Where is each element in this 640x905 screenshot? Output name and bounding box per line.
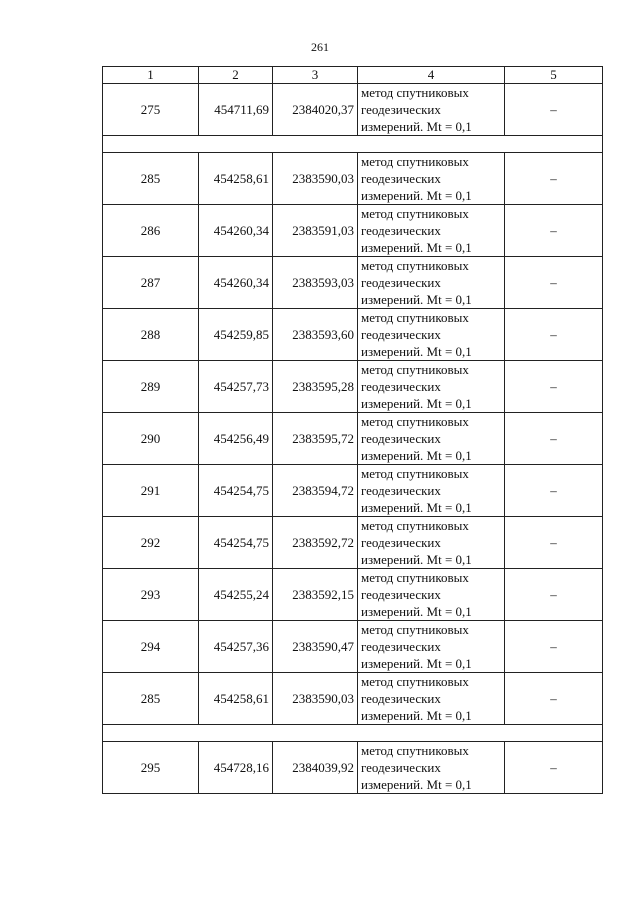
- method-cell: метод спутниковых геодезических измерений. Mt = 0,1: [358, 742, 505, 794]
- separator-cell: [103, 725, 603, 742]
- method-cell: метод спутниковых геодезических измерений. Mt = 0,1: [358, 517, 505, 569]
- note-cell: –: [505, 569, 603, 621]
- point-number-cell: 295: [103, 742, 199, 794]
- column-header: 1: [103, 67, 199, 84]
- note-cell: –: [505, 361, 603, 413]
- y-coordinate-cell: 2383595,28: [273, 361, 358, 413]
- method-cell: метод спутниковых геодезических измерений. Mt = 0,1: [358, 413, 505, 465]
- note-cell: –: [505, 84, 603, 136]
- note-cell: –: [505, 673, 603, 725]
- section-separator-row: [103, 136, 603, 153]
- y-coordinate-cell: 2384039,92: [273, 742, 358, 794]
- point-number-cell: 275: [103, 84, 199, 136]
- y-coordinate-cell: 2383592,15: [273, 569, 358, 621]
- point-number-cell: 287: [103, 257, 199, 309]
- method-cell: метод спутниковых геодезических измерений. Mt = 0,1: [358, 361, 505, 413]
- table-row: [103, 742, 603, 794]
- point-number-cell: 288: [103, 309, 199, 361]
- x-coordinate-cell: 454257,73: [199, 361, 273, 413]
- method-cell: метод спутниковых геодезических измерений. Mt = 0,1: [358, 257, 505, 309]
- x-coordinate-cell: 454258,61: [199, 153, 273, 205]
- table-row: [103, 465, 603, 517]
- table-row: [103, 413, 603, 465]
- section-separator-row: [103, 725, 603, 742]
- table-row: [103, 153, 603, 205]
- method-cell: метод спутниковых геодезических измерений. Mt = 0,1: [358, 465, 505, 517]
- point-number-cell: 285: [103, 673, 199, 725]
- y-coordinate-cell: 2383590,03: [273, 673, 358, 725]
- page-number: 261: [311, 40, 329, 54]
- x-coordinate-cell: 454260,34: [199, 257, 273, 309]
- table-header-row: [103, 67, 603, 84]
- y-coordinate-cell: 2383590,03: [273, 153, 358, 205]
- x-coordinate-cell: 454257,36: [199, 621, 273, 673]
- y-coordinate-cell: 2383592,72: [273, 517, 358, 569]
- table-row: [103, 257, 603, 309]
- point-number-cell: 291: [103, 465, 199, 517]
- coordinates-table: [102, 66, 603, 794]
- table-row: [103, 517, 603, 569]
- column-header: 5: [505, 67, 603, 84]
- table-row: [103, 673, 603, 725]
- table-row: [103, 569, 603, 621]
- table-body: [103, 84, 603, 794]
- x-coordinate-cell: 454259,85: [199, 309, 273, 361]
- note-cell: –: [505, 257, 603, 309]
- note-cell: –: [505, 465, 603, 517]
- point-number-cell: 285: [103, 153, 199, 205]
- x-coordinate-cell: 454728,16: [199, 742, 273, 794]
- point-number-cell: 290: [103, 413, 199, 465]
- note-cell: –: [505, 621, 603, 673]
- method-cell: метод спутниковых геодезических измерений. Mt = 0,1: [358, 84, 505, 136]
- method-cell: метод спутниковых геодезических измерений. Mt = 0,1: [358, 673, 505, 725]
- note-cell: –: [505, 309, 603, 361]
- table-row: [103, 205, 603, 257]
- y-coordinate-cell: 2383590,47: [273, 621, 358, 673]
- note-cell: –: [505, 153, 603, 205]
- x-coordinate-cell: 454255,24: [199, 569, 273, 621]
- note-cell: –: [505, 517, 603, 569]
- y-coordinate-cell: 2383593,03: [273, 257, 358, 309]
- column-header: 3: [273, 67, 358, 84]
- note-cell: –: [505, 413, 603, 465]
- x-coordinate-cell: 454711,69: [199, 84, 273, 136]
- point-number-cell: 293: [103, 569, 199, 621]
- x-coordinate-cell: 454260,34: [199, 205, 273, 257]
- column-header: 2: [199, 67, 273, 84]
- point-number-cell: 289: [103, 361, 199, 413]
- point-number-cell: 292: [103, 517, 199, 569]
- note-cell: –: [505, 742, 603, 794]
- y-coordinate-cell: 2384020,37: [273, 84, 358, 136]
- y-coordinate-cell: 2383595,72: [273, 413, 358, 465]
- x-coordinate-cell: 454258,61: [199, 673, 273, 725]
- table-row: [103, 621, 603, 673]
- method-cell: метод спутниковых геодезических измерений. Mt = 0,1: [358, 205, 505, 257]
- y-coordinate-cell: 2383593,60: [273, 309, 358, 361]
- y-coordinate-cell: 2383594,72: [273, 465, 358, 517]
- point-number-cell: 286: [103, 205, 199, 257]
- table-row: [103, 361, 603, 413]
- column-header: 4: [358, 67, 505, 84]
- table-row: [103, 84, 603, 136]
- point-number-cell: 294: [103, 621, 199, 673]
- note-cell: –: [505, 205, 603, 257]
- y-coordinate-cell: 2383591,03: [273, 205, 358, 257]
- method-cell: метод спутниковых геодезических измерений. Mt = 0,1: [358, 621, 505, 673]
- x-coordinate-cell: 454256,49: [199, 413, 273, 465]
- x-coordinate-cell: 454254,75: [199, 517, 273, 569]
- method-cell: метод спутниковых геодезических измерений. Mt = 0,1: [358, 153, 505, 205]
- separator-cell: [103, 136, 603, 153]
- table-row: [103, 309, 603, 361]
- x-coordinate-cell: 454254,75: [199, 465, 273, 517]
- method-cell: метод спутниковых геодезических измерений. Mt = 0,1: [358, 309, 505, 361]
- method-cell: метод спутниковых геодезических измерений. Mt = 0,1: [358, 569, 505, 621]
